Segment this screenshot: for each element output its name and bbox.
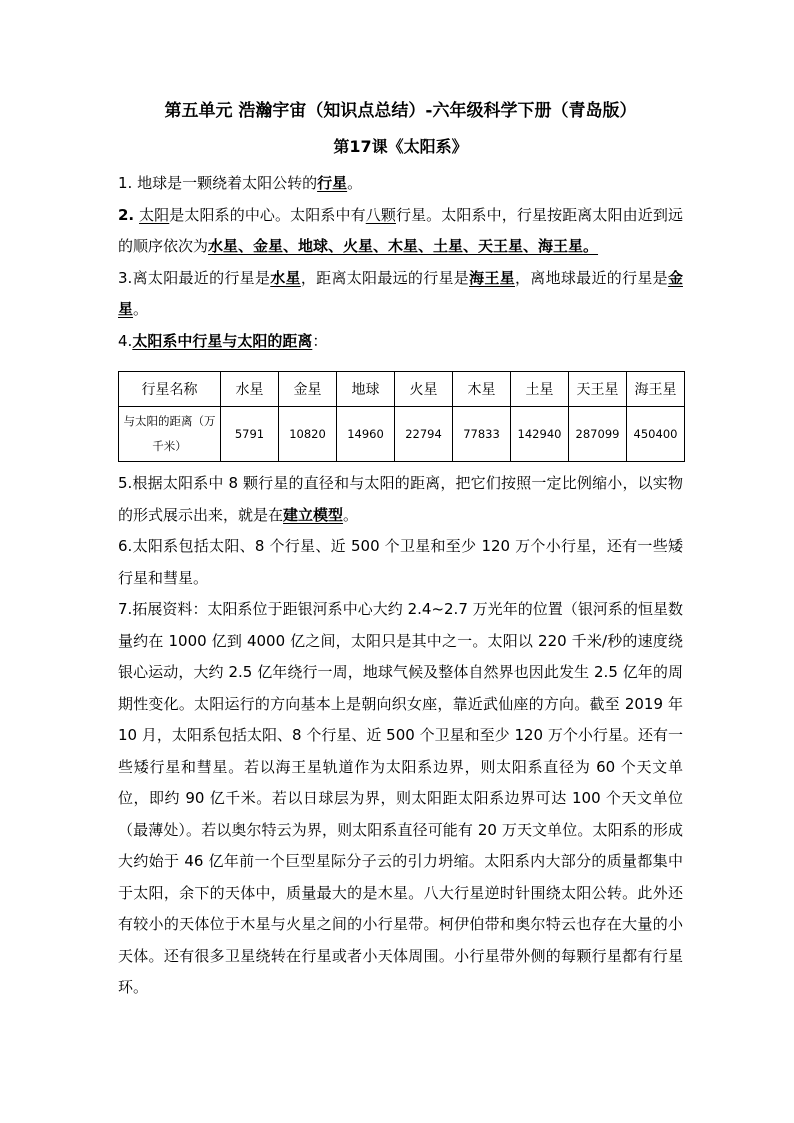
point-1-end: 。 (347, 174, 363, 192)
table-distance-cell: 142940 (511, 407, 569, 462)
table-distance-cell: 10820 (279, 407, 337, 462)
table-planet-name: 地球 (337, 372, 395, 407)
table-planet-name: 金星 (279, 372, 337, 407)
point-2-planet-order: 水星、金星、地球、火星、木星、土星、天王星、海王星。 (208, 237, 599, 255)
point-3-end: 。 (133, 300, 149, 318)
point-2-text-1: 是太阳系的中心。太阳系中有 (169, 205, 366, 224)
table-planet-name: 土星 (511, 372, 569, 407)
table-distance-cell: 287099 (569, 407, 627, 462)
table-header-label: 行星名称 (119, 372, 221, 407)
lesson-title: 第17课《太阳系》 (333, 137, 468, 156)
point-3-text-3: ，离地球最近的行星是 (515, 268, 668, 287)
table-row-label: 与太阳的距离（万千米） (119, 407, 221, 462)
point-3-text-2: ，距离太阳最远的行星是 (300, 268, 470, 287)
table-planet-name: 海王星 (627, 372, 685, 407)
table-distance-cell: 5791 (221, 407, 279, 462)
point-2-sun: 太阳 (139, 205, 170, 224)
point-3 (118, 263, 683, 326)
point-7-extended-reading: 7.拓展资料：太阳系位于距银河系中心大约 2.4~2.7 万光年的位置（银河系的恒星数量约在 1000 亿到 4000 亿之间，太阳只是其中之一。太阳以 220 千米/秒的速度绕银心运动，大约 2.5 亿年绕行一周，地球气候及整体自然界也因此发生 2.5 亿年的周期性变化。太阳运行的方向基本上是朝向织女座，靠近武仙座的方向。截至 2019 年 10 月，太阳系包括太阳、8 个行星、近 500 个卫星和至少 120 万个小行星。还有一些矮行星和彗星。若以海王星轨道作为太阳系边界，则太阳系直径为 60 个天文单位，即约 90 亿千米。若以日球层为界，则太阳距太阳系边界可达 100 个天文单位（最薄处）。若以奥尔特云为界，则太阳系直径可能有 20 万天文单位。太阳系的形成大约始于 46 亿年前一个巨型星际分子云的引力坍缩。太阳系内大部分的质量都集中于太阳，余下的天体中，质量最大的是木星。八大行星逆时针围绕太阳公转。此外还有较小的天体位于木星与火星之间的小行星带。柯伊伯带和奥尔特云也存在大量的小天体。还有很多卫星绕转在行星或者小天体周围。小行星带外侧的每颗行星都有行星环。 (118, 600, 683, 996)
table-planet-name: 木星 (453, 372, 511, 407)
table-distance-cell: 77833 (453, 407, 511, 462)
point-3-closest-earth: 金星 (118, 268, 683, 318)
table-row (119, 407, 685, 462)
document-title: 第五单元 浩瀚宇宙（知识点总结）-六年级科学下册（青岛版） (164, 101, 637, 121)
table-distance-cell: 450400 (627, 407, 685, 462)
table-header-row (119, 372, 685, 407)
point-4 (118, 326, 683, 358)
point-5-term: 建立模型 (283, 505, 344, 524)
point-1 (118, 168, 683, 200)
point-4-end: ： (312, 331, 328, 350)
table-planet-name: 火星 (395, 372, 453, 407)
point-4-number: 4. (118, 331, 133, 350)
point-3-farthest: 海王星 (469, 268, 515, 287)
point-3-text-1: 3.离太阳最近的行星是 (118, 268, 271, 287)
planet-distance-table (118, 371, 685, 462)
table-planet-name: 天王星 (569, 372, 627, 407)
document-page (118, 98, 683, 1004)
table-planet-name: 水星 (221, 372, 279, 407)
point-4-heading: 太阳系中行星与太阳的距离 (132, 331, 313, 350)
point-2-eight: 八颗 (365, 205, 396, 224)
point-2-text-2: 行星。太阳系中，行星按距离太阳由近到远的顺序依次为 (118, 205, 683, 255)
point-2 (118, 200, 683, 263)
point-1-term: 行星 (317, 174, 348, 192)
table-distance-cell: 14960 (337, 407, 395, 462)
point-5-text: 5.根据太阳系中 8 颗行星的直径和与太阳的距离，把它们按照一定比例缩小，以实物的形式展示出来，就是在 (118, 474, 683, 524)
point-6: 6.太阳系包括太阳、8 个行星、近 500 个卫星和至少 120 万个小行星，还有一些矮行星和彗星。 (118, 537, 683, 587)
point-1-text: 1. 地球是一颗绕着太阳公转的 (118, 174, 318, 192)
point-5-end: 。 (343, 505, 359, 524)
point-2-number: 2. (118, 205, 135, 224)
point-5 (118, 468, 683, 531)
point-3-nearest: 水星 (270, 268, 301, 287)
table-distance-cell: 22794 (395, 407, 453, 462)
